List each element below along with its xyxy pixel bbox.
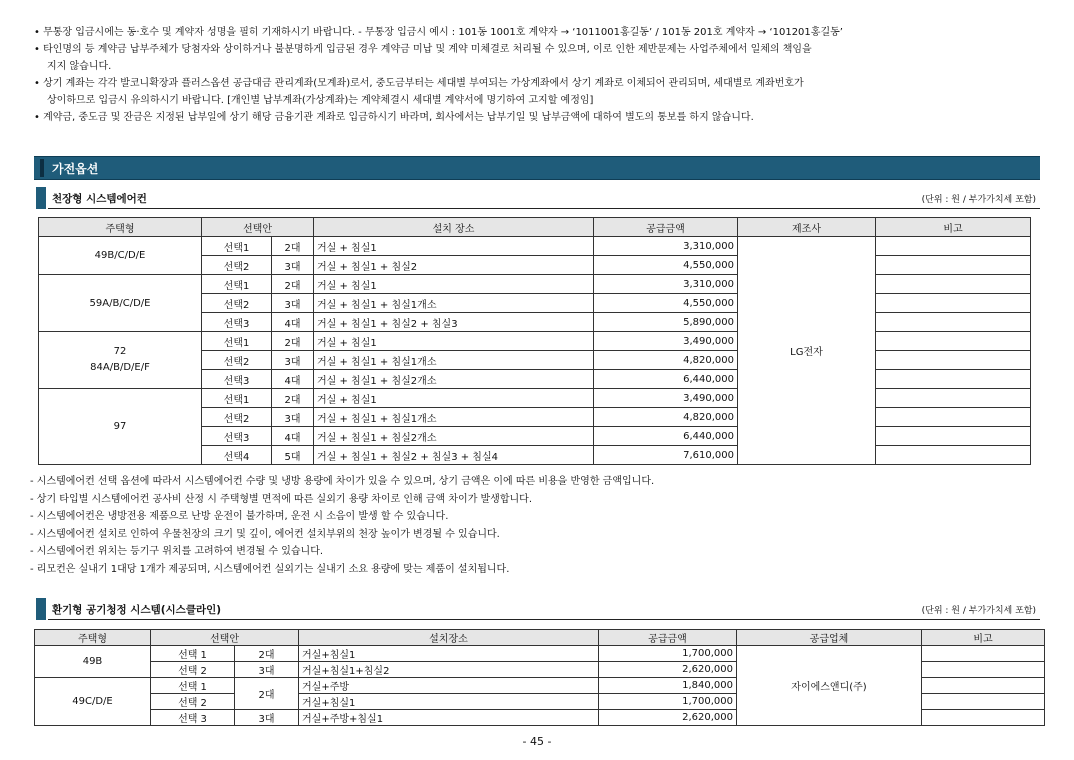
supply-price: 4,820,000 bbox=[594, 351, 738, 370]
install-location: 거실+침실1 bbox=[299, 646, 599, 662]
unit-count: 5대 bbox=[272, 446, 314, 465]
unit-count: 3대 bbox=[235, 710, 299, 726]
supply-price: 3,310,000 bbox=[594, 237, 738, 256]
note-line: - 시스템에어컨 설치로 인하여 우물천장의 크기 및 깊이, 에어컨 설치부위의 천장 높이가 변경될 수 있습니다. bbox=[30, 528, 500, 540]
subheader-underline bbox=[48, 619, 1040, 620]
remarks-cell bbox=[876, 275, 1031, 294]
option-label: 선택4 bbox=[202, 446, 272, 465]
supply-price: 3,490,000 bbox=[594, 389, 738, 408]
remarks-cell bbox=[876, 313, 1031, 332]
install-location: 거실 + 침실1 bbox=[314, 275, 594, 294]
col-header-remarks: 비고 bbox=[876, 218, 1031, 237]
remarks-cell bbox=[876, 237, 1031, 256]
unit-count: 4대 bbox=[272, 427, 314, 446]
supplier: 자이에스앤디(주) bbox=[737, 646, 922, 726]
supply-price: 1,840,000 bbox=[599, 678, 737, 694]
housing-type bbox=[39, 332, 202, 389]
aircon-table bbox=[38, 217, 1031, 465]
table-row bbox=[39, 389, 1031, 408]
option-label: 선택2 bbox=[202, 294, 272, 313]
housing-type-line: 84A/B/D/E/F bbox=[90, 362, 150, 373]
install-location: 거실 + 침실1 bbox=[314, 237, 594, 256]
unit-count: 3대 bbox=[272, 351, 314, 370]
install-location: 거실 + 침실1 + 침실2개소 bbox=[314, 427, 594, 446]
aircon-notes bbox=[30, 473, 654, 578]
install-location: 거실 + 침실1 + 침실2개소 bbox=[314, 370, 594, 389]
col-header-maker: 제조사 bbox=[738, 218, 876, 237]
col-header-type: 주택형 bbox=[39, 218, 202, 237]
section-marker bbox=[40, 159, 44, 177]
unit-count: 2대 bbox=[235, 646, 299, 662]
install-location: 거실 + 침실1 + 침실2 bbox=[314, 256, 594, 275]
install-location: 거실+주방+침실1 bbox=[299, 710, 599, 726]
housing-type: 49B/C/D/E bbox=[39, 237, 202, 275]
unit-count: 2대 bbox=[272, 332, 314, 351]
install-location: 거실 + 침실1 + 침실1개소 bbox=[314, 408, 594, 427]
subheader-underline bbox=[48, 208, 1040, 209]
option-label: 선택1 bbox=[202, 332, 272, 351]
supply-price: 4,550,000 bbox=[594, 256, 738, 275]
purifier-subheader bbox=[34, 598, 1040, 620]
col-header-supplier: 공급업체 bbox=[737, 630, 922, 646]
note-line: - 리모컨은 실내기 1대당 1개가 제공되며, 시스템에어컨 실외기는 실내기 소요 용량에 맞는 제품이 설치됩니다. bbox=[30, 563, 510, 575]
housing-type-line: 72 bbox=[113, 346, 127, 357]
housing-type: 49C/D/E bbox=[35, 678, 151, 726]
purifier-unit-note: (단위 : 원 / 부가가치세 포함) bbox=[921, 606, 1036, 616]
supply-price: 2,620,000 bbox=[599, 662, 737, 678]
table-header-row bbox=[35, 630, 1045, 646]
unit-count: 4대 bbox=[272, 313, 314, 332]
option-label: 선택 2 bbox=[151, 694, 235, 710]
col-header-remarks: 비고 bbox=[922, 630, 1045, 646]
install-location: 거실 + 침실1 + 침실1개소 bbox=[314, 351, 594, 370]
table-row bbox=[39, 237, 1031, 256]
col-header-location: 설치장소 bbox=[299, 630, 599, 646]
housing-type: 97 bbox=[39, 389, 202, 465]
supply-price: 5,890,000 bbox=[594, 313, 738, 332]
install-location: 거실+침실1 bbox=[299, 694, 599, 710]
option-label: 선택1 bbox=[202, 389, 272, 408]
page-number: - 45 - bbox=[522, 735, 552, 748]
notice-line: • 무통장 입금시에는 동·호수 및 계약자 성명을 필히 기재하시기 바랍니다. - 무통장 입금시 예시 : 101동 1001호 계약자 → ‘1011001홍길동’ / 101동 201호 계약자 → ‘101201홍길동’ bbox=[34, 27, 843, 38]
install-location: 거실+침실1+침실2 bbox=[299, 662, 599, 678]
notice-line: 상이하므로 입금시 유의하시기 바랍니다. [개인별 납부계좌(가상계좌)는 계약체결시 세대별 계약서에 명기하여 고지할 예정임] bbox=[47, 95, 594, 106]
supply-price: 3,310,000 bbox=[594, 275, 738, 294]
option-label: 선택1 bbox=[202, 237, 272, 256]
payment-notices bbox=[34, 24, 1044, 126]
unit-count: 3대 bbox=[235, 662, 299, 678]
option-label: 선택 2 bbox=[151, 662, 235, 678]
notice-line: • 타인명의 등 계약금 납부주체가 당첨자와 상이하거나 불분명하게 입금된 경우 계약금 미납 및 계약 미체결로 처리될 수 있으며, 이로 인한 제반문제는 사업주체에서 일체의 책임을 bbox=[34, 44, 812, 55]
table-row bbox=[39, 332, 1031, 351]
notice-line: 지지 않습니다. bbox=[47, 61, 112, 72]
purifier-title: 환기형 공기청정 시스템(시스클라인) bbox=[52, 604, 222, 616]
remarks-cell bbox=[922, 678, 1045, 694]
housing-type: 49B bbox=[35, 646, 151, 678]
housing-type: 59A/B/C/D/E bbox=[39, 275, 202, 332]
supply-price: 6,440,000 bbox=[594, 370, 738, 389]
note-line: - 상기 타입별 시스템에어컨 공사비 산정 시 주택형별 면적에 따른 실외기 용량 차이로 인해 금액 차이가 발생합니다. bbox=[30, 493, 533, 505]
remarks-cell bbox=[922, 710, 1045, 726]
install-location: 거실+주방 bbox=[299, 678, 599, 694]
aircon-subheader bbox=[34, 187, 1040, 209]
supply-price: 1,700,000 bbox=[599, 694, 737, 710]
remarks-cell bbox=[876, 389, 1031, 408]
col-header-price: 공급금액 bbox=[594, 218, 738, 237]
install-location: 거실 + 침실1 bbox=[314, 332, 594, 351]
supply-price: 2,620,000 bbox=[599, 710, 737, 726]
option-label: 선택2 bbox=[202, 256, 272, 275]
unit-count: 3대 bbox=[272, 256, 314, 275]
col-header-type: 주택형 bbox=[35, 630, 151, 646]
remarks-cell bbox=[922, 662, 1045, 678]
option-label: 선택 3 bbox=[151, 710, 235, 726]
option-label: 선택2 bbox=[202, 351, 272, 370]
remarks-cell bbox=[922, 646, 1045, 662]
remarks-cell bbox=[876, 446, 1031, 465]
notice-line: • 상기 계좌는 각각 발코니확장과 플러스옵션 공급대금 관리계좌(모계좌)로서, 중도금부터는 세대별 부여되는 가상계좌에서 상기 계좌로 이체되어 관리되며, 세대별로 계좌번호가 bbox=[34, 78, 804, 89]
unit-count: 4대 bbox=[272, 370, 314, 389]
remarks-cell bbox=[876, 370, 1031, 389]
remarks-cell bbox=[876, 294, 1031, 313]
remarks-cell bbox=[876, 408, 1031, 427]
note-line: - 시스템에어컨 위치는 등기구 위치를 고려하여 변경될 수 있습니다. bbox=[30, 546, 324, 557]
option-label: 선택 1 bbox=[151, 678, 235, 694]
unit-count: 3대 bbox=[272, 408, 314, 427]
section-title: 가전옵션 bbox=[52, 162, 99, 176]
supply-price: 1,700,000 bbox=[599, 646, 737, 662]
option-label: 선택3 bbox=[202, 313, 272, 332]
aircon-title: 천장형 시스템에어컨 bbox=[52, 193, 147, 205]
purifier-table bbox=[34, 629, 1045, 726]
notice-line: • 계약금, 중도금 및 잔금은 지정된 납부일에 상기 해당 금융기관 계좌로 입금하시기 바라며, 회사에서는 납부기일 및 납부금액에 대하여 별도의 통보를 하지 않습니다. bbox=[34, 112, 754, 123]
table-row bbox=[39, 275, 1031, 294]
option-label: 선택3 bbox=[202, 427, 272, 446]
install-location: 거실 + 침실1 + 침실1개소 bbox=[314, 294, 594, 313]
subheader-marker bbox=[36, 187, 46, 209]
col-header-location: 설치 장소 bbox=[314, 218, 594, 237]
manufacturer: LG전자 bbox=[738, 237, 876, 465]
subheader-marker bbox=[36, 598, 46, 620]
install-location: 거실 + 침실1 + 침실2 + 침실3 + 침실4 bbox=[314, 446, 594, 465]
remarks-cell bbox=[922, 694, 1045, 710]
note-line: - 시스템에어컨 선택 옵션에 따라서 시스템에어컨 수량 및 냉방 용량에 차이가 있을 수 있으며, 상기 금액은 이에 따른 비용을 반영한 금액입니다. bbox=[30, 476, 655, 487]
supply-price: 6,440,000 bbox=[594, 427, 738, 446]
supply-price: 4,550,000 bbox=[594, 294, 738, 313]
table-header-row bbox=[39, 218, 1031, 237]
table-row bbox=[35, 646, 1045, 662]
unit-count: 2대 bbox=[272, 275, 314, 294]
section-title-bar bbox=[34, 156, 1040, 180]
supply-price: 7,610,000 bbox=[594, 446, 738, 465]
col-header-option: 선택안 bbox=[202, 218, 314, 237]
option-label: 선택3 bbox=[202, 370, 272, 389]
unit-count: 2대 bbox=[272, 389, 314, 408]
remarks-cell bbox=[876, 332, 1031, 351]
aircon-unit-note: (단위 : 원 / 부가가치세 포함) bbox=[921, 195, 1036, 205]
col-header-price: 공급금액 bbox=[599, 630, 737, 646]
option-label: 선택 1 bbox=[151, 646, 235, 662]
unit-count: 2대 bbox=[235, 678, 299, 710]
note-line: - 시스템에어컨은 냉방전용 제품으로 난방 운전이 불가하며, 운전 시 소음이 발생 할 수 있습니다. bbox=[30, 511, 449, 522]
col-header-option: 선택안 bbox=[151, 630, 299, 646]
install-location: 거실 + 침실1 + 침실2 + 침실3 bbox=[314, 313, 594, 332]
option-label: 선택1 bbox=[202, 275, 272, 294]
remarks-cell bbox=[876, 427, 1031, 446]
supply-price: 3,490,000 bbox=[594, 332, 738, 351]
unit-count: 2대 bbox=[272, 237, 314, 256]
unit-count: 3대 bbox=[272, 294, 314, 313]
supply-price: 4,820,000 bbox=[594, 408, 738, 427]
option-label: 선택2 bbox=[202, 408, 272, 427]
remarks-cell bbox=[876, 256, 1031, 275]
remarks-cell bbox=[876, 351, 1031, 370]
install-location: 거실 + 침실1 bbox=[314, 389, 594, 408]
